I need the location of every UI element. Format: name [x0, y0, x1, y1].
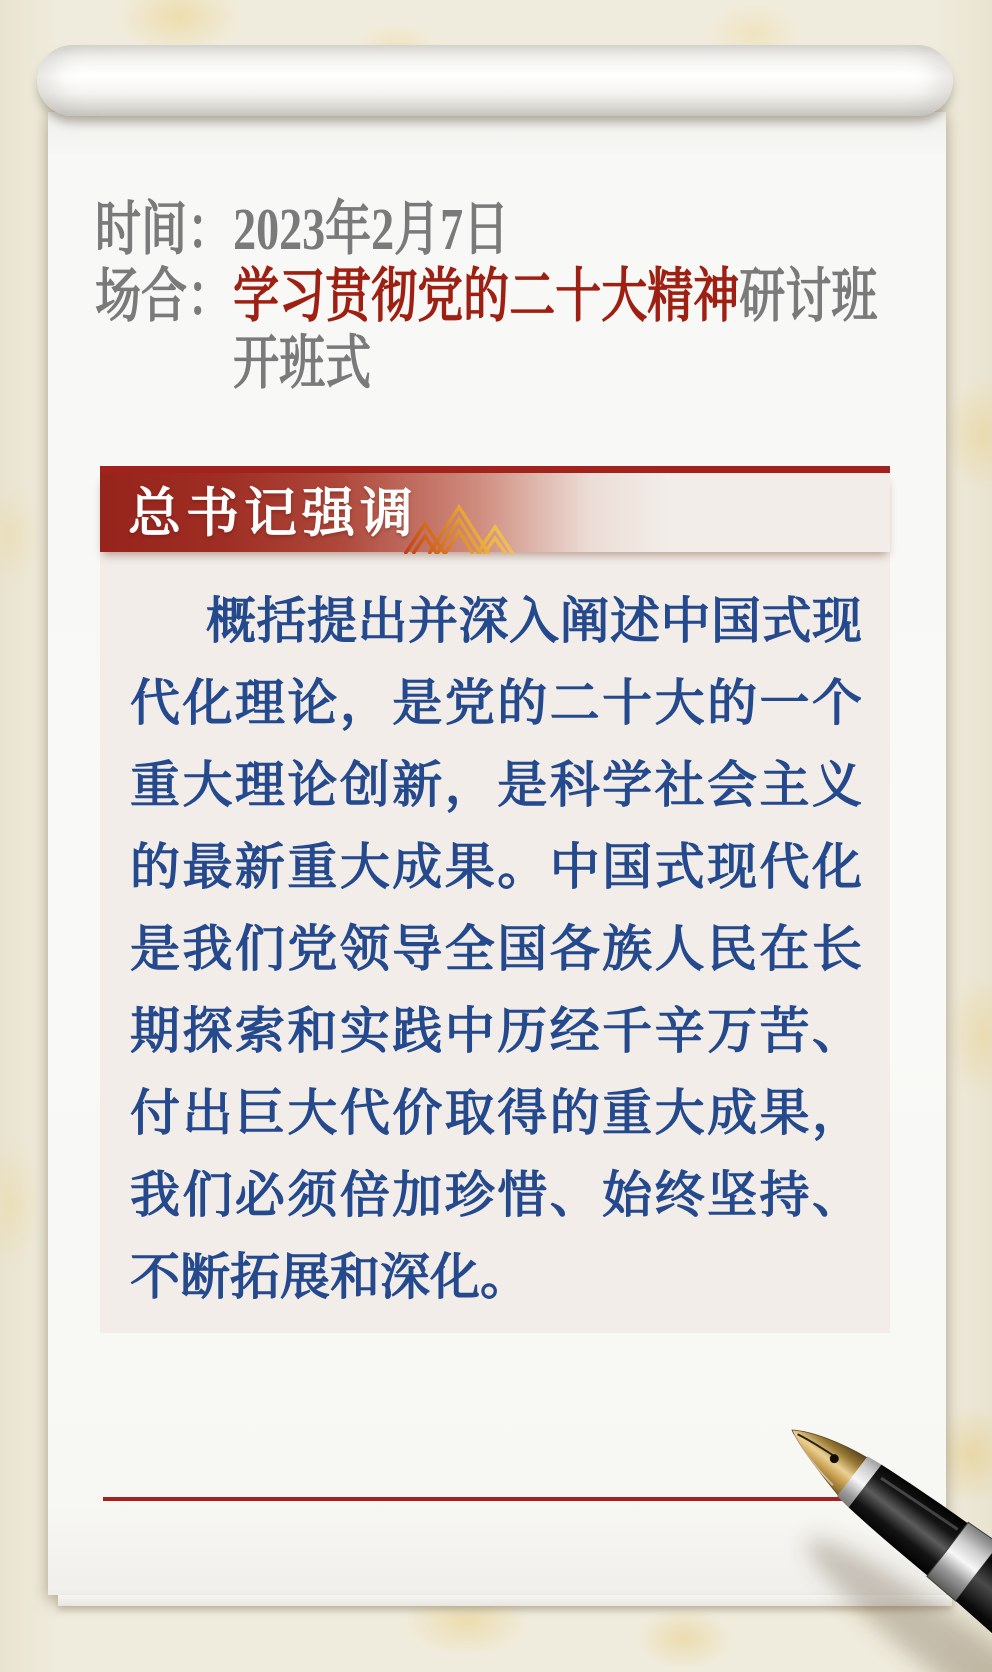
time-row	[95, 196, 877, 263]
time-label: 时间：	[95, 196, 234, 262]
quote-card	[100, 466, 890, 1333]
paper-roll	[37, 45, 953, 116]
quote-line: 付出巨大代价取得的重大成果，	[130, 1085, 862, 1141]
occasion-line2: 开班式	[233, 330, 372, 396]
quote-line: 代化理论，是党的二十大的一个	[130, 675, 862, 731]
quote-line: 我们必须倍加珍惜、始终坚持、	[130, 1167, 862, 1223]
quote-line: 不断拓展和深化。	[130, 1249, 530, 1305]
quote-header-band	[100, 473, 890, 552]
quote-header-title: 总书记强调	[128, 485, 418, 543]
quote-line: 概括提出并深入阐述中国式现	[206, 593, 862, 649]
quote-body	[100, 552, 890, 1333]
quote-line: 重大理论创新，是科学社会主义	[130, 757, 862, 813]
occasion-highlight: 学习贯彻党的二十大精神	[233, 263, 740, 329]
quote-line: 是我们党领导全国各族人民在长	[130, 921, 862, 977]
card-top-rule	[100, 466, 890, 473]
quote-line: 的最新重大成果。中国式现代化	[130, 839, 862, 895]
occasion-row	[95, 263, 877, 397]
mountain-peaks-icon	[403, 502, 515, 554]
occasion-rest: 研讨班	[739, 263, 878, 329]
meta-block	[95, 196, 877, 397]
fountain-pen-icon	[690, 1316, 992, 1672]
occasion-label: 场合：	[95, 263, 234, 329]
quote-line: 期探索和实践中历经千辛万苦、	[130, 1003, 862, 1059]
time-value: 2023年2月7日	[233, 196, 510, 262]
occasion-value	[233, 263, 877, 397]
